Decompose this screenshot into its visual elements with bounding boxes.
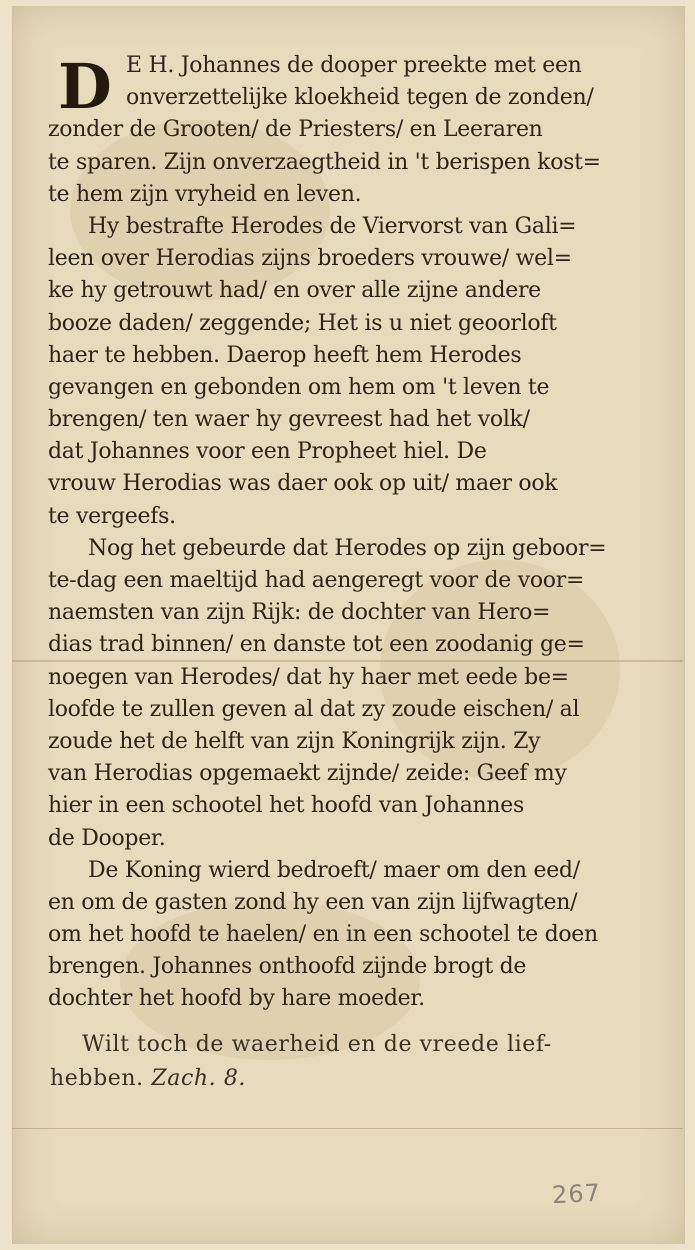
text-line: loofde te zullen geven al dat zy zoude eischen/ al [48,696,580,722]
text-line: te vergeefs. [48,503,176,529]
text-line: om het hoofd te haelen/ en in een schootel te doen [48,922,598,948]
text-line: Hy bestrafte Herodes de Viervorst van Gali= [88,213,577,239]
text-line: dochter het hoofd by hare moeder. [48,986,425,1012]
text-line: Nog het gebeurde dat Herodes op zijn geboor= [88,535,607,561]
text-line: zonder de Grooten/ de Priesters/ en Leeraren [48,117,543,143]
text-line: onverzettelijke kloekheid tegen de zonden/ [126,85,594,111]
divider [12,1128,683,1129]
body-text [48,50,654,1016]
text-line: gevangen en gebonden om hem om 't leven te [48,374,550,400]
closing-line-2 [50,1062,652,1096]
text-line: dat Johannes voor een Propheet hiel. De [48,439,487,465]
text-line: te sparen. Zijn onverzaegtheid in 't berispen kost= [48,149,601,175]
text-line: brengen. Johannes onthoofd zijnde brogt de [48,954,527,980]
text-line: brengen/ ten waer hy gevreest had het volk/ [48,407,530,433]
closing-line-2-text: hebben. [50,1066,144,1091]
scripture-reference: Zach. 8. [151,1066,247,1091]
text-line: leen over Herodias zijns broeders vrouwe/ wel= [48,246,572,272]
text-line: te hem zijn vryheid en leven. [48,181,362,207]
text-line: te-dag een maeltijd had aengeregt voor de voor= [48,568,585,593]
closing-exhortation [50,1028,652,1096]
text-line: naemsten van zijn Rijk: de dochter van Hero= [48,600,551,626]
text-line: vrouw Herodias was daer ook op uit/ maer ook [48,471,558,497]
text-line: haer te hebben. Daerop heeft hem Herodes [48,342,522,368]
drop-cap: D [58,50,112,123]
text-line: en om de gasten zond hy een van zijn lijfwagten/ [48,889,578,915]
text-line: de Dooper. [48,825,166,851]
text-line: hier in een schootel het hoofd van Johannes [48,793,524,819]
text-line: ke hy getrouwt had/ en over alle zijne andere [48,278,541,304]
folio-number: 267 [551,1178,602,1210]
text-line: booze daden/ zeggende; Het is u niet geoorloft [48,310,557,336]
closing-line-1: Wilt toch de waerheid en de vreede lief- [82,1032,552,1057]
text-line: E H. Johannes de dooper preekte met een [126,53,582,78]
text-line: noegen van Herodes/ dat hy haer met eede be= [48,664,569,690]
text-line: zoude het de helft van zijn Koningrijk zijn. Zy [48,728,541,754]
text-line: van Herodias opgemaekt zijnde/ zeide: Geef my [48,761,567,787]
text-line: dias trad binnen/ en danste tot een zoodanig ge= [48,632,585,658]
text-line: De Koning wierd bedroeft/ maer om den eed/ [88,857,580,883]
